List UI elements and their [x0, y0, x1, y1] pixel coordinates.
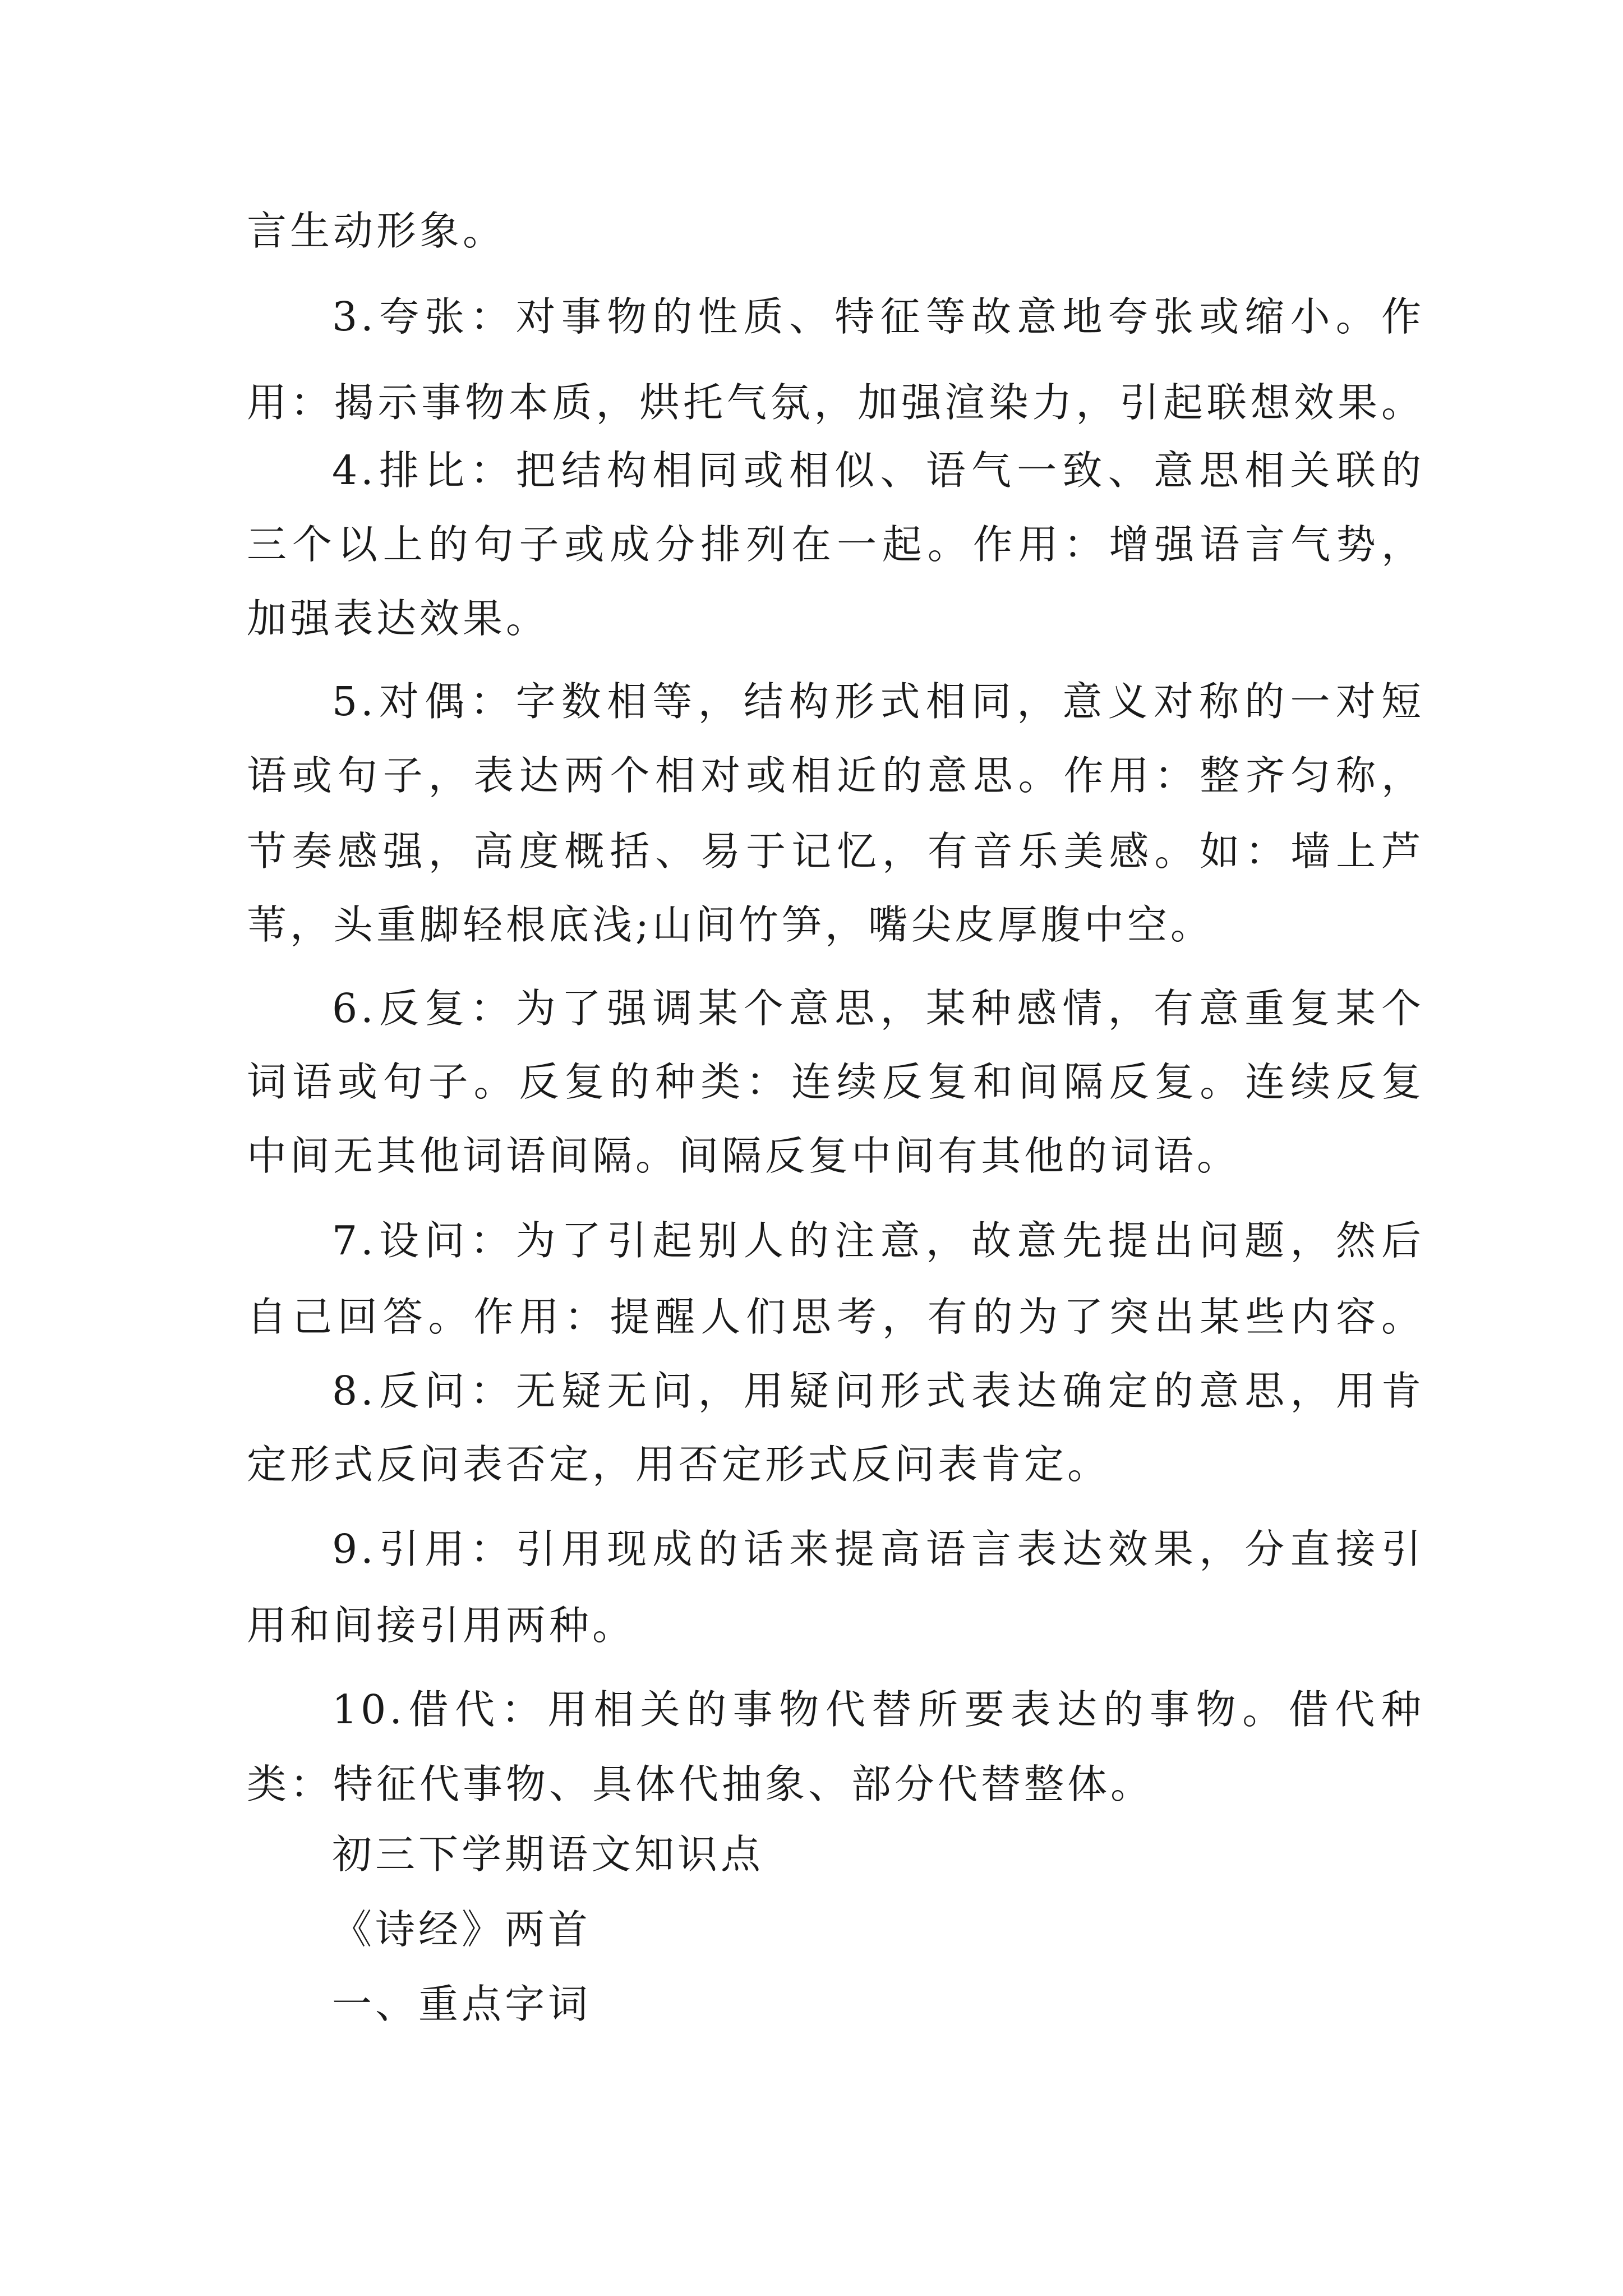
text-line: 8.反问：无疑无问，用疑问形式表达确定的意思，用肯 [332, 1368, 1424, 1414]
text-line: 词语或句子。反复的种类：连续反复和间隔反复。连续反复 [247, 1059, 1424, 1105]
text-line: 3.夸张：对事物的性质、特征等故意地夸张或缩小。作 [332, 293, 1424, 340]
text-line: 语或句子，表达两个相对或相近的意思。作用：整齐匀称， [247, 752, 1424, 799]
text-line: 5.对偶：字数相等，结构形式相同，意义对称的一对短 [332, 678, 1424, 725]
text-line: 节奏感强，高度概括、易于记忆，有音乐美感。如：墙上芦 [247, 828, 1424, 875]
text-line: 自己回答。作用：提醒人们思考，有的为了突出某些内容。 [247, 1294, 1424, 1340]
section-heading: 《诗经》两首 [332, 1906, 592, 1953]
text-line: 4.排比：把结构相同或相似、语气一致、意思相关联的 [332, 447, 1424, 494]
text-line: 苇，头重脚轻根底浅;山间竹笋，嘴尖皮厚腹中空。 [247, 901, 1214, 948]
text-line: 6.反复：为了强调某个意思，某种感情，有意重复某个 [332, 985, 1424, 1032]
text-line: 加强表达效果。 [247, 595, 550, 642]
section-heading: 一、重点字词 [332, 1981, 592, 2027]
text-line: 10.借代：用相关的事物代替所要表达的事物。借代种 [332, 1686, 1424, 1733]
text-line: 言生动形象。 [247, 208, 506, 254]
text-line: 中间无其他词语间隔。间隔反复中间有其他的词语。 [247, 1133, 1241, 1179]
section-heading: 初三下学期语文知识点 [332, 1831, 764, 1878]
text-line: 三个以上的句子或成分排列在一起。作用：增强语言气势， [247, 521, 1424, 568]
text-line: 用：揭示事物本质，烘托气氛，加强渲染力，引起联想效果。 [247, 379, 1424, 426]
text-line: 7.设问：为了引起别人的注意，故意先提出问题，然后 [332, 1217, 1424, 1264]
text-line: 用和间接引用两种。 [247, 1602, 636, 1649]
text-line: 类：特征代事物、具体代抽象、部分代替整体。 [247, 1761, 1154, 1807]
text-line: 9.引用：引用现成的话来提高语言表达效果，分直接引 [332, 1526, 1424, 1572]
text-line: 定形式反问表否定，用否定形式反问表肯定。 [247, 1441, 1111, 1488]
